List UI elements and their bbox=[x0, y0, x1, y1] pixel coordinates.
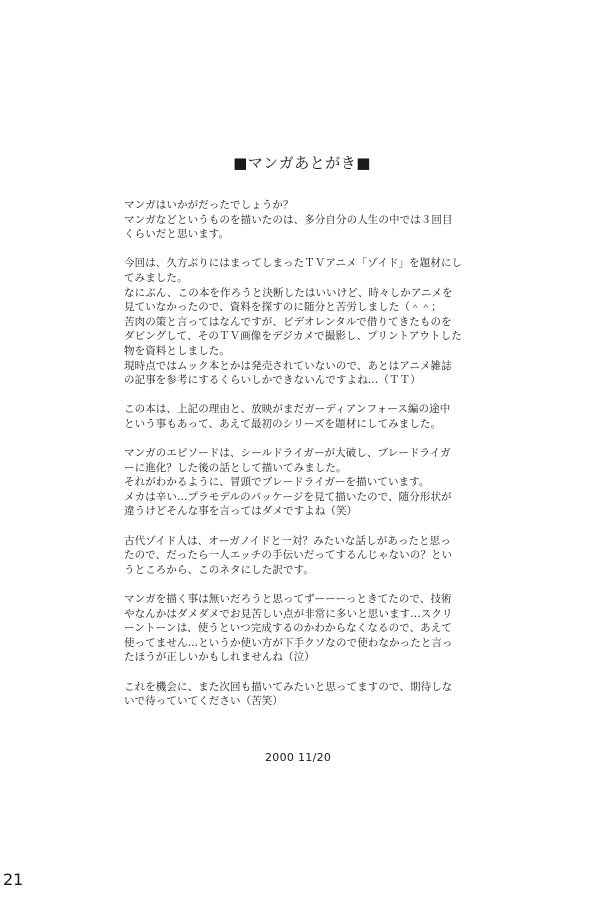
text-line: マンガはいかがだったでしょうか？ bbox=[124, 199, 294, 211]
afterword-body bbox=[124, 198, 524, 723]
text-line: くらいだと思います。 bbox=[124, 228, 230, 241]
text-line: 古代ゾイド人は、オーガノイドと一対？みたいな話しがあったと思っ bbox=[124, 534, 451, 547]
text-line: 苦肉の策と言ってはなんですが、ビデオレンタルで借りてきたものを bbox=[124, 315, 452, 328]
page-title: ■マンガあとがき■ bbox=[233, 154, 371, 172]
text-line: たほうが正しいかもしれませんね（泣） bbox=[124, 651, 315, 664]
paragraph bbox=[124, 592, 524, 665]
text-line: という事もあって、あえて最初のシリーズを題材にしてみました。 bbox=[124, 417, 442, 430]
text-line: ーに進化？した後の話として描いてみました。 bbox=[124, 461, 347, 474]
text-line: マンガを描く事は無いだろうと思ってずーーーっときてたので、技術 bbox=[124, 593, 452, 606]
text-line: てみました。 bbox=[124, 271, 188, 284]
paragraph bbox=[124, 402, 524, 431]
text-line: それがわかるように、冒頭でブレードライガーを描いています。 bbox=[124, 476, 430, 489]
text-line: 使ってません…というか使い方が下手クソなので使わなかったと言っ bbox=[124, 636, 453, 649]
date-stamp: 2000 11/20 bbox=[265, 751, 332, 764]
text-line: 今回は、久方ぶりにはまってしまったＴＶアニメ「ゾイド」を題材にし bbox=[124, 257, 463, 270]
paragraph bbox=[124, 256, 524, 387]
paragraph bbox=[124, 198, 524, 242]
paragraph bbox=[124, 446, 524, 519]
text-line: うところから、このネタにした訳です。 bbox=[124, 563, 314, 576]
text-line: たので、だったら一人エッチの手伝いだってするんじゃないの？とい bbox=[124, 549, 453, 562]
text-line: いで待っていてください（苦笑） bbox=[124, 695, 283, 708]
page-number: 21 bbox=[3, 870, 24, 889]
paragraph bbox=[124, 534, 524, 578]
text-line: メカは辛い…プラモデルのパッケージを見て描いたので、随分形状が bbox=[124, 490, 452, 503]
text-line: マンガなどというものを描いたのは、多分自分の人生の中では３回目 bbox=[124, 213, 453, 226]
text-line: なにぶん、この本を作ろうと決断したはいいけど、時々しかアニメを bbox=[124, 286, 453, 299]
text-line: これを機会に、また次回も描いてみたいと思ってますので、期待しな bbox=[124, 680, 453, 693]
text-line: 現時点ではムック本とかは発売されていないので、あとはアニメ雑誌 bbox=[124, 359, 452, 372]
text-line: 見ていなかったので、資料を探すのに随分と苦労しました（＾＾； bbox=[124, 301, 442, 314]
text-line: マンガのエピソードは、シールドライガーが大破し、ブレードライガ bbox=[124, 447, 451, 460]
text-line: 物を資料としました。 bbox=[124, 344, 230, 357]
paragraph bbox=[124, 680, 524, 709]
text-line: やなんかはダメダメでお見苦しい点が非常に多いと思います…スクリ bbox=[124, 607, 453, 620]
text-line: の記事を参考にするくらいしかできないんですよね…（ＴＴ） bbox=[124, 374, 421, 387]
text-line: ーントーンは、使うといつ完成するのかわからなくなるので、あえて bbox=[124, 622, 452, 635]
text-line: 違うけどそんな事を言ってはダメですよね（笑） bbox=[124, 505, 358, 518]
text-line: この本は、上記の理由と、放映がまだガーディアンフォース編の途中 bbox=[124, 403, 451, 416]
text-line: ダビングして、そのＴＶ画像をデジカメで撮影し、プリントアウトした bbox=[124, 330, 462, 343]
